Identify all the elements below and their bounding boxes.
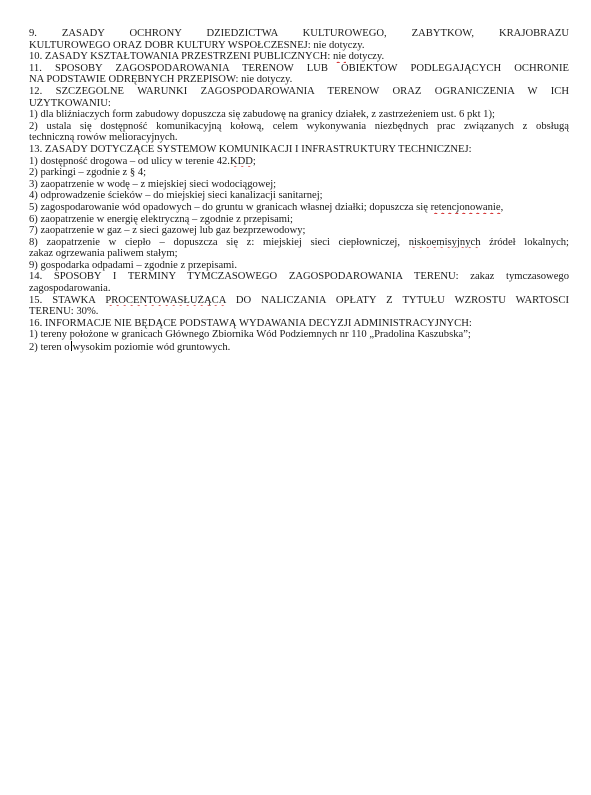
section-10-text: 10. ZASADY KSZTAŁTOWANIA PRZESTRZENI PUBLICZNYCH:: [29, 51, 334, 63]
section-10-line: [29, 51, 569, 63]
section-16-item-2-text: 2) teren o: [29, 342, 70, 354]
section-12-item-2-line-2: techniczną rowów melioracyjnych.: [29, 132, 178, 144]
section-16-item-1: 1) tereny położone w granicach Głównego Zbiornika Wód Podziemnych nr 110 „Pradolina Kaszubska”;: [29, 329, 471, 341]
section-13-item-9: 9) gospodarka odpadami – zgodnie z przepisami.: [29, 259, 237, 271]
section-14: [29, 271, 569, 294]
document-page[interactable]: [29, 28, 569, 354]
spelling-error-mark[interactable]: niskoemisyjnych: [408, 236, 481, 248]
section-10-text-end: dotyczy.: [345, 51, 385, 63]
section-12-item-1: 1) dla bliźniaczych form zabudowy dopuszcza się zabudowę na granicy działek, z zastrzeżeniem ust. 6 pkt 1);: [29, 109, 495, 121]
section-15: [29, 295, 569, 318]
section-16: [29, 318, 569, 354]
section-13-item-4: 4) odprowadzenie ścieków – do miejskiej sieci kanalizacji sanitarnej;: [29, 190, 323, 202]
section-13-item-5-end: ,: [500, 201, 504, 213]
spelling-error-mark[interactable]: PROCENTOWASŁUŻĄCA: [105, 294, 226, 306]
section-15-text-end: DO NALICZANIA OPŁATY Z TYTUŁU WZROSTU WARTOŚCI: [225, 294, 569, 306]
section-13-item-7: 7) zaopatrzenie w gaz – z sieci gazowej lub gaz bezprzewodowy;: [29, 225, 306, 237]
section-13-item-8-line-2: zakaz ogrzewania paliwem stałym;: [29, 248, 178, 260]
section-12: [29, 86, 569, 144]
section-12-line-2: UŻYTKOWANIU:: [29, 97, 111, 109]
section-13-item-5: [29, 202, 569, 214]
section-13-item-8-end: źródeł lokalnych;: [480, 236, 569, 248]
section-9-line-1: 9. ZASADY OCHRONY DZIEDZICTWA KULTUROWEGO, ZABYTKÓW, KRAJOBRAZU: [29, 28, 569, 39]
section-15-line-1: [29, 295, 569, 307]
section-12-item-2-line-1: 2) ustala się dostępność komunikacyjną kołową, celem wykonywania niezbędnych prac związanych z obsługą: [29, 120, 569, 132]
section-14-line-2: zagospodarowania.: [29, 283, 111, 295]
section-16-item-2: [29, 341, 569, 354]
section-13-item-2: 2) parkingi – zgodnie z § 4;: [29, 167, 147, 179]
section-13: [29, 144, 569, 272]
section-16-title: 16. INFORMACJE NIE BĘDĄCE PODSTAWĄ WYDAWANIA DECYZJI ADMINISTRACYJNYCH:: [29, 317, 472, 329]
spelling-error-mark[interactable]: KDD: [229, 155, 253, 167]
section-13-item-1: [29, 156, 569, 168]
section-9: [29, 28, 569, 51]
text-cursor: [71, 341, 72, 351]
section-13-item-1-end: ;: [252, 155, 256, 167]
spelling-error-mark[interactable]: nie: [333, 51, 346, 63]
section-13-title: 13. ZASADY DOTYCZĄCE SYSTEMÓW KOMUNIKACJI I INFRASTRUKTURY TECHNICZNEJ:: [29, 143, 472, 155]
section-10: [29, 51, 569, 63]
section-13-item-1-text: 1) dostępność drogowa – od ulicy w terenie 42.: [29, 155, 230, 167]
section-11-line-2: NA PODSTAWIE ODRĘBNYCH PRZEPISÓW: nie dotyczy.: [29, 74, 293, 86]
section-13-item-3: 3) zaopatrzenie w wodę – z miejskiej sieci wodociągowej;: [29, 178, 277, 190]
section-15-text: 15. STAWKA: [29, 294, 106, 306]
section-11: [29, 63, 569, 86]
section-9-line-2: KULTUROWEGO ORAZ DÓBR KULTURY WSPÓŁCZESNEJ: nie dotyczy.: [29, 39, 365, 51]
spelling-error-mark[interactable]: retencjonowanie: [430, 201, 501, 213]
section-15-line-2: TERENU: 30%.: [29, 306, 99, 318]
section-13-item-8-text: 8) zaopatrzenie w ciepło – dopuszcza się z: miejskiej sieci ciepłowniczej,: [29, 236, 409, 248]
section-13-item-8-line-1: [29, 237, 569, 249]
section-11-line-1: 11. SPOSOBY ZAGOSPODAROWANIA TERENÓW LUB OBIEKTÓW PODLEGAJĄCYCH OCHRONIE: [29, 62, 569, 74]
section-13-item-5-text: 5) zagospodarowanie wód opadowych – do gruntu w granicach własnej działki; dopuszcza się: [29, 201, 431, 213]
section-13-item-6: 6) zaopatrzenie w energię elektryczną – zgodnie z przepisami;: [29, 213, 293, 225]
section-14-line-1: 14. SPOSOBY I TERMINY TYMCZASOWEGO ZAGOSPODAROWANIA TERENU: zakaz tymczasowego: [29, 271, 569, 283]
section-12-line-1: 12. SZCZEGÓLNE WARUNKI ZAGOSPODAROWANIA TERENÓW ORAZ OGRANICZENIA W ICH: [29, 85, 569, 97]
section-16-item-2-end: wysokim poziomie wód gruntowych.: [72, 342, 231, 354]
